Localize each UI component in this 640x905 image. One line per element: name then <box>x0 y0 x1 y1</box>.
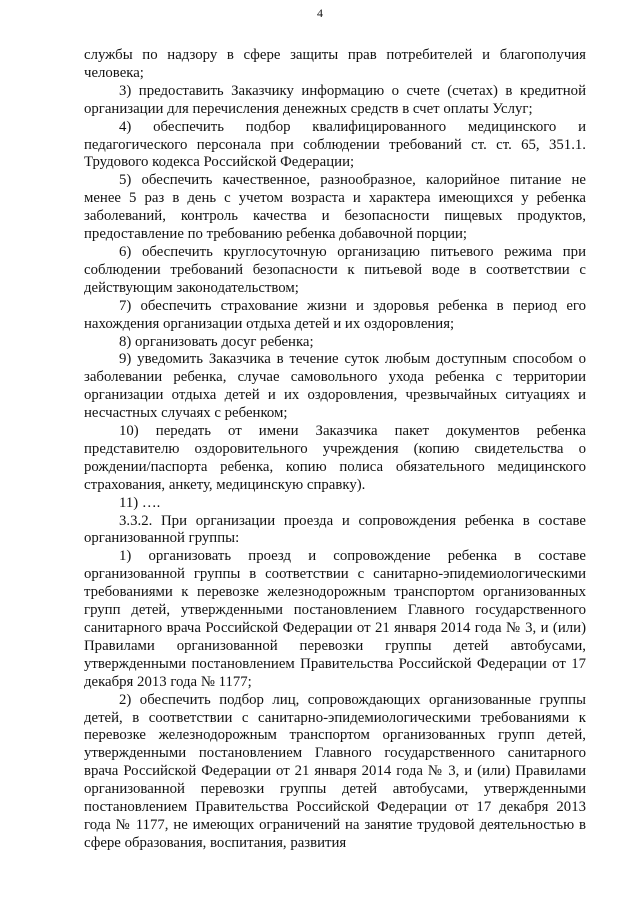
paragraph: 11) …. <box>119 494 161 511</box>
paragraph: 2) обеспечить подбор лиц, сопровождающих организованные группы детей, в соответствии с санитарно-эпидемиологическими требованиями к перевозке железнодорожным транспортом организованных групп детей, утвержденными постановлением Главного государственного санитарного врача Российской Федерации от 21 января 2014 года № 3, и (или) Правилами организованной перевозки группы детей автобусами, утвержденными постановлением Правительства Российской Федерации от 17 декабря 2013 года № 1177, не имеющих ограничений на занятие трудовой деятельностью в сфере образования, воспитания, развития <box>84 691 586 851</box>
paragraph: 6) обеспечить круглосуточную организацию питьевого режима при соблюдении требований безопасности к питьевой воде в соответствии с действующим законодательством; <box>84 243 586 296</box>
paragraph: 10) передать от имени Заказчика пакет документов ребенка представителю оздоровительного учреждения (копию свидетельства о рождении/паспорта ребенка, копию полиса обязательного медицинского страхования, анкету, медицинскую справку). <box>84 423 586 493</box>
paragraph: 5) обеспечить качественное, разнообразное, калорийное питание не менее 5 раз в день с учетом возраста и характера имеющихся у ребенка заболеваний, контроль качества и безопасности пищевых продуктов, предоставление по требованию ребенка добавочной порции; <box>84 172 586 243</box>
paragraph: 4) обеспечить подбор квалифицированного медицинского и педагогического персонала при соблюдении требований ст. ст. 65, 351.1. Трудового кодекса Российской Федерации; <box>84 118 586 171</box>
paragraph: 7) обеспечить страхование жизни и здоровья ребенка в период его нахождения организации отдыха детей и их оздоровления; <box>84 297 586 332</box>
paragraph: службы по надзору в сфере защиты прав потребителей и благополучия человека; <box>84 47 586 81</box>
paragraph: 3) предоставить Заказчику информацию о счете (счетах) в кредитной организации для перечисления денежных средств в счет оплаты Услуг; <box>84 82 586 117</box>
paragraph: 3.3.2. При организации проезда и сопровождения ребенка в составе организованной группы: <box>84 512 586 547</box>
document-body <box>84 47 586 853</box>
paragraph: 9) уведомить Заказчика в течение суток любым доступным способом о заболевании ребенка, случае самовольного ухода ребенка с территории организации отдыха детей и их оздоровления, чрезвычайных ситуациях и несчастных случаях с ребенком; <box>84 351 586 422</box>
paragraph: 8) организовать досуг ребенка; <box>119 333 314 350</box>
page-number: 4 <box>317 6 323 20</box>
paragraph: 1) организовать проезд и сопровождение ребенка в составе организованной группы в соответствии с санитарно-эпидемиологическими требованиями к перевозке железнодорожным транспортом организованных групп детей, утвержденными постановлением Главного государственного санитарного врача Российской Федерации от 21 января 2014 года № 3, и (или) Правилами организованной перевозки группы детей автобусами, утвержденными постановлением Правительства Российской Федерации от 17 декабря 2013 года № 1177; <box>84 548 586 690</box>
